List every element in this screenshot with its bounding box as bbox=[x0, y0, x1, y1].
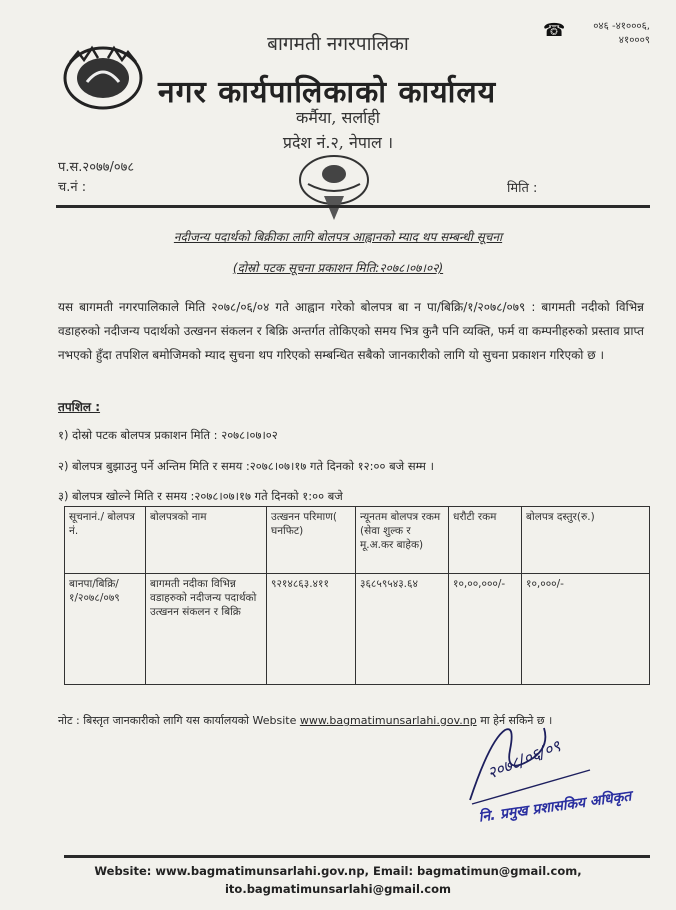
column-header: बोलपत्रको नाम bbox=[146, 507, 267, 574]
office-name: नगर कार्यपालिकाको कार्यालय bbox=[158, 75, 497, 110]
notice-title: नदीजन्य पदार्थको बिक्रीका लागि बोलपत्र आह्वानको म्याद थप सम्बन्धी सूचना bbox=[173, 230, 503, 244]
dispatch-number: च.नं : bbox=[58, 180, 87, 195]
note-suffix: मा हेर्न सकिने छ । bbox=[480, 714, 553, 727]
footer-divider bbox=[64, 855, 650, 858]
officer-stamp: नि. प्रमुख प्रशासकिय अधिकृत bbox=[477, 788, 633, 826]
notice-paragraph: यस बागमती नगरपालिकाले मिति २०७८/०६/०४ गते आह्वान गरेको बोलपत्र बा न पा/बिक्रि/१/२०७८/०७९ : बागमती नदीको विभिन्न वडाहरुको नदीजन्य पदार्थको उत्खनन संकलन र बिक्रि अन्तर्गत तोकिएको समय भित्र कुनै पनि व्यक्ति, फर्म वा कम्पनीहरुको प्रस्ताव प्राप्त नभएको हुँदा तपशिल बमोजिमको म्याद सुचना थप गरिएको सम्बन्धित सबैको जानकारीको लागि यो सुचना प्रकाशन गरिएको छ । bbox=[58, 300, 644, 362]
footer-contact-line2: ito.bagmatimunsarlahi@gmail.com bbox=[224, 882, 451, 896]
reference-block bbox=[58, 158, 134, 198]
detail-item: १) दोस्रो पटक बोलपत्र प्रकाशन मिति : २०७८।०७।०२ bbox=[58, 428, 278, 442]
table-cell: बागमती नदीका विभिन्न वडाहरुको नदीजन्य पदार्थको उत्खनन संकलन र बिक्रि bbox=[146, 574, 267, 685]
column-header: बोलपत्र दस्तुर(रु.) bbox=[522, 507, 650, 574]
detail-item: ३) बोलपत्र खोल्ने मिति र समय :२०७८।०७।१७ गते दिनको १:०० बजे bbox=[58, 489, 343, 503]
municipality-name: बागमती नगरपालिका bbox=[267, 33, 409, 55]
table-cell: ९२१४८६३.४११ bbox=[267, 574, 356, 685]
notice-subtitle: (दोस्रो पटक सूचना प्रकाशन मिति:२०७८।०७।०२) bbox=[232, 261, 444, 275]
column-header: धरौटी रकम bbox=[449, 507, 522, 574]
reference-number: प.स.२०७७/०७८ bbox=[58, 160, 135, 175]
note-prefix: नोट : बिस्तृत जानकारीको लागि यस कार्यालयको Website bbox=[58, 714, 297, 727]
table-header-row bbox=[65, 507, 650, 574]
footer-contact-line1: Website: www.bagmatimunsarlahi.gov.np, Email: bagmatimun@gmail.com, bbox=[94, 864, 582, 878]
phone-number-1: ०४६ -४१०००६, bbox=[593, 21, 650, 32]
table-row bbox=[65, 574, 650, 685]
table-cell: १०,०००/- bbox=[522, 574, 650, 685]
official-seal bbox=[294, 150, 374, 225]
phone-number-2: ४१०००९ bbox=[618, 35, 650, 46]
office-address: कर्मैया, सर्लाही bbox=[296, 108, 380, 127]
table-cell: १०,००,०००/- bbox=[449, 574, 522, 685]
column-header: न्यूनतम बोलपत्र रकम (सेवा शुल्क र मू.अ.कर बाहेक) bbox=[356, 507, 449, 574]
detail-item: २) बोलपत्र बुझाउनु पर्ने अन्तिम मिति र समय :२०७८।०७।१७ गते दिनको १२:०० बजे सम्म । bbox=[58, 459, 434, 473]
bid-table bbox=[64, 506, 650, 685]
telephone-icon: ☎ bbox=[543, 20, 566, 41]
column-header: सूचनानं./ बोलपत्र नं. bbox=[65, 507, 146, 574]
column-header: उत्खनन परिमाण( घनफिट) bbox=[267, 507, 356, 574]
website-link[interactable]: www.bagmatimunsarlahi.gov.np bbox=[299, 714, 477, 727]
details-heading: तपशिल : bbox=[58, 400, 101, 414]
table-cell: बानपा/बिक्रि/ १/२०७८/०७९ bbox=[65, 574, 146, 685]
province-name: प्रदेश नं.२, नेपाल । bbox=[282, 133, 394, 152]
table-cell: ३६८५९५४३.६४ bbox=[356, 574, 449, 685]
header-divider bbox=[56, 205, 650, 208]
date-label: मिति : bbox=[507, 181, 538, 196]
signature-date: २०७८/०६/०९ bbox=[484, 736, 564, 783]
